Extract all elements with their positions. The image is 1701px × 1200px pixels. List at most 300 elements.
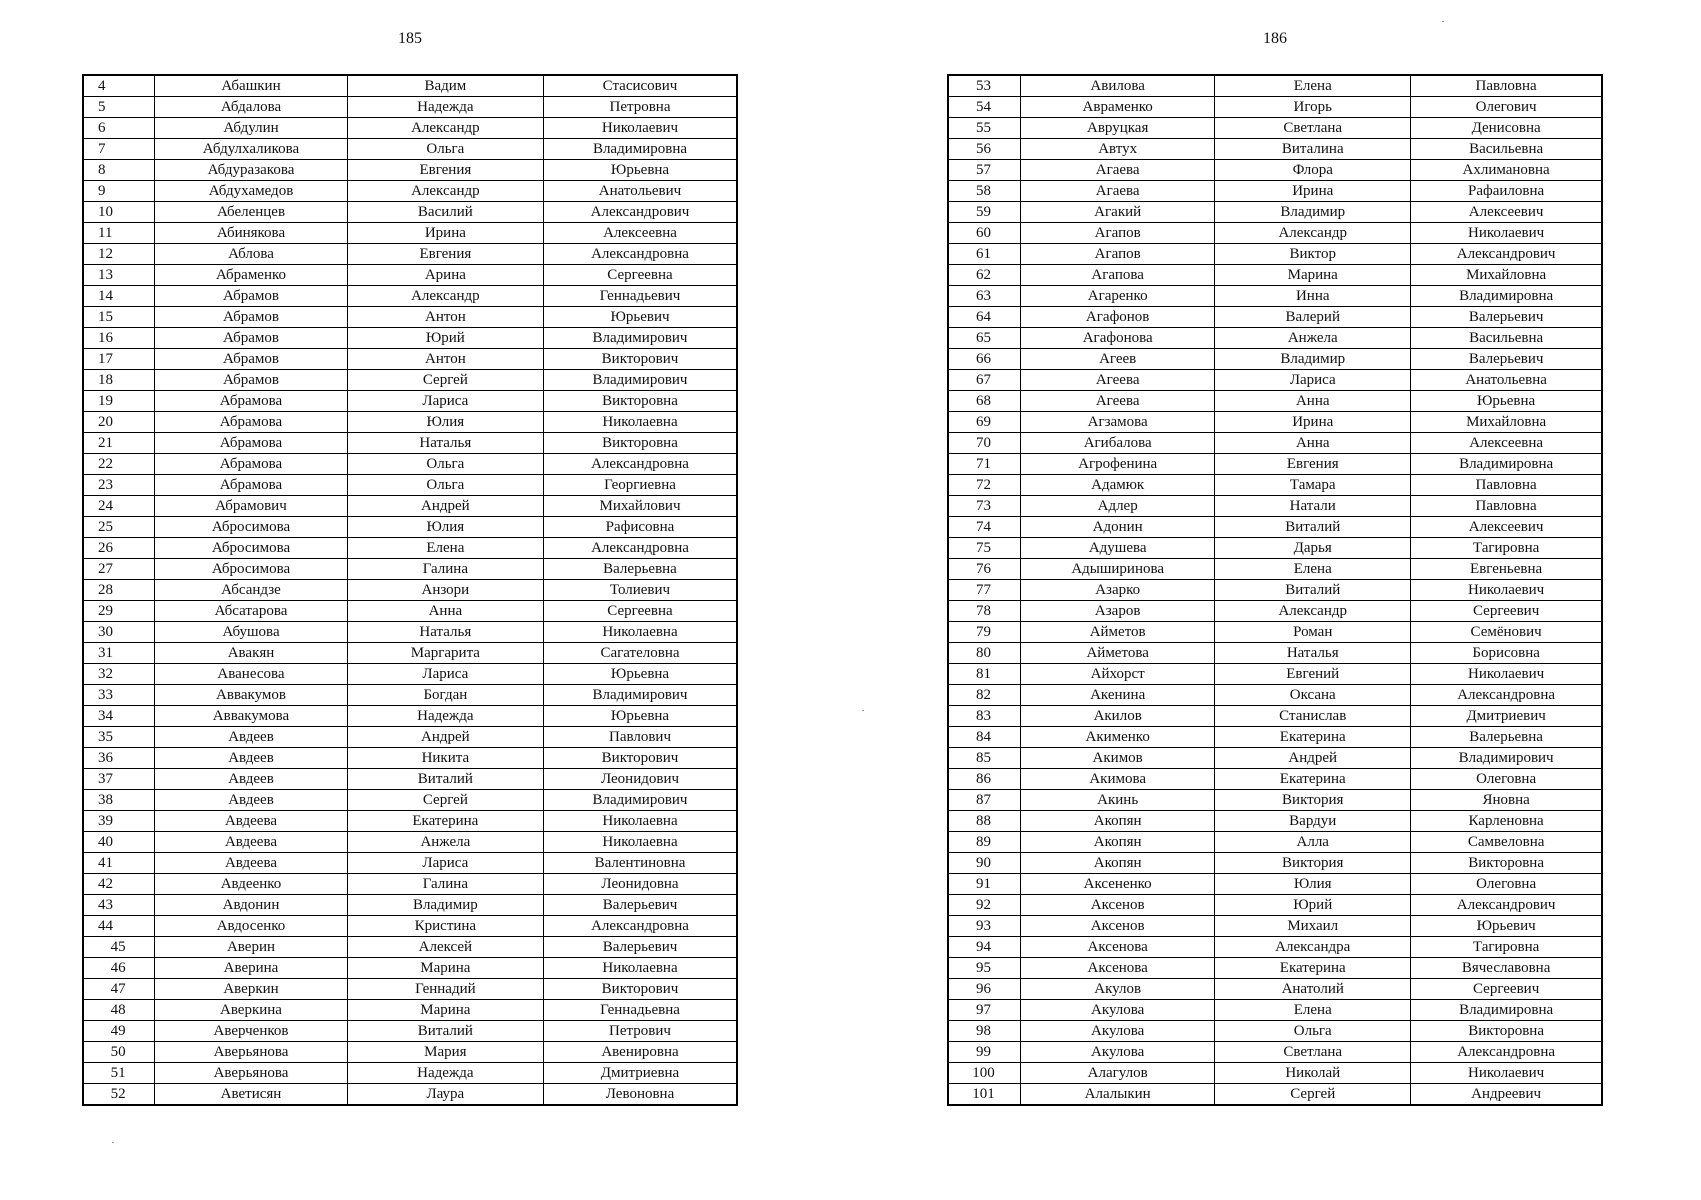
row-number-cell: 100 [948,1063,1021,1084]
last-name-cell: Авдеева [155,811,347,832]
last-name-cell: Абрамов [155,370,347,391]
table-row [948,643,1602,664]
row-number-cell: 68 [948,391,1021,412]
last-name-cell: Абросимова [155,517,347,538]
last-name-cell: Аверин [155,937,347,958]
first-name-cell: Юрий [347,328,543,349]
patronymic-cell: Георгиевна [544,475,738,496]
patronymic-cell: Олеговна [1411,874,1602,895]
last-name-cell: Агаренко [1021,286,1215,307]
table-row [83,769,737,790]
first-name-cell: Ирина [1215,181,1411,202]
row-number-cell: 34 [83,706,155,727]
table-row [83,580,737,601]
last-name-cell: Абдулин [155,118,347,139]
patronymic-cell: Борисовна [1411,643,1602,664]
first-name-cell: Виталий [1215,517,1411,538]
first-name-cell: Елена [1215,75,1411,97]
first-name-cell: Вардуи [1215,811,1411,832]
row-number-cell: 24 [83,496,155,517]
row-number-cell: 61 [948,244,1021,265]
row-number-cell: 75 [948,538,1021,559]
table-row [83,748,737,769]
patronymic-cell: Левоновна [544,1084,738,1106]
first-name-cell: Светлана [1215,118,1411,139]
row-number-cell: 12 [83,244,155,265]
first-name-cell: Оксана [1215,685,1411,706]
row-number-cell: 53 [948,75,1021,97]
first-name-cell: Александр [1215,601,1411,622]
first-name-cell: Мария [347,1042,543,1063]
table-row [948,580,1602,601]
first-name-cell: Светлана [1215,1042,1411,1063]
first-name-cell: Кристина [347,916,543,937]
table-row [83,286,737,307]
row-number-cell: 97 [948,1000,1021,1021]
patronymic-cell: Александрович [1411,895,1602,916]
row-number-cell: 64 [948,307,1021,328]
patronymic-cell: Дмитриевич [1411,706,1602,727]
first-name-cell: Антон [347,307,543,328]
last-name-cell: Абрамов [155,328,347,349]
first-name-cell: Антон [347,349,543,370]
table-row [83,118,737,139]
first-name-cell: Ольга [347,454,543,475]
last-name-cell: Авдеева [155,832,347,853]
first-name-cell: Юлия [1215,874,1411,895]
table-row [948,496,1602,517]
table-row [83,181,737,202]
first-name-cell: Екатерина [1215,727,1411,748]
first-name-cell: Екатерина [1215,958,1411,979]
table-row [83,643,737,664]
first-name-cell: Сергей [1215,1084,1411,1106]
table-row [948,349,1602,370]
row-number-cell: 98 [948,1021,1021,1042]
last-name-cell: Акинь [1021,790,1215,811]
row-number-cell: 29 [83,601,155,622]
first-name-cell: Юрий [1215,895,1411,916]
first-name-cell: Виталина [1215,139,1411,160]
table-row [948,433,1602,454]
table-row [948,475,1602,496]
first-name-cell: Анна [1215,391,1411,412]
last-name-cell: Абрамова [155,433,347,454]
patronymic-cell: Васильевна [1411,139,1602,160]
first-name-cell: Евгений [1215,664,1411,685]
row-number-cell: 38 [83,790,155,811]
last-name-cell: Аверченков [155,1021,347,1042]
patronymic-cell: Владимировна [544,139,738,160]
table-row [948,790,1602,811]
row-number-cell: 7 [83,139,155,160]
last-name-cell: Абдалова [155,97,347,118]
last-name-cell: Авдеева [155,853,347,874]
row-number-cell: 87 [948,790,1021,811]
row-number-cell: 55 [948,118,1021,139]
table-row [83,433,737,454]
table-row [948,75,1602,97]
patronymic-cell: Леонидовна [544,874,738,895]
patronymic-cell: Викторовна [1411,1021,1602,1042]
row-number-cell: 20 [83,412,155,433]
table-row [83,517,737,538]
first-name-cell: Лаура [347,1084,543,1106]
table-row [948,328,1602,349]
patronymic-cell: Валерьевна [544,559,738,580]
last-name-cell: Абрамова [155,412,347,433]
row-number-cell: 26 [83,538,155,559]
last-name-cell: Агеева [1021,370,1215,391]
table-row [948,139,1602,160]
row-number-cell: 4 [83,75,155,97]
last-name-cell: Агаева [1021,160,1215,181]
last-name-cell: Аксенова [1021,937,1215,958]
last-name-cell: Автух [1021,139,1215,160]
first-name-cell: Вадим [347,75,543,97]
first-name-cell: Наталья [347,622,543,643]
row-number-cell: 47 [83,979,155,1000]
table-row [83,475,737,496]
row-number-cell: 31 [83,643,155,664]
last-name-cell: Абросимова [155,559,347,580]
first-name-cell: Тамара [1215,475,1411,496]
patronymic-cell: Юрьевна [544,664,738,685]
patronymic-cell: Николаевич [544,118,738,139]
first-name-cell: Сергей [347,790,543,811]
patronymic-cell: Викторовна [544,433,738,454]
last-name-cell: Абсандзе [155,580,347,601]
row-number-cell: 58 [948,181,1021,202]
first-name-cell: Виктор [1215,244,1411,265]
last-name-cell: Абашкин [155,75,347,97]
last-name-cell: Абсатарова [155,601,347,622]
table-row [948,181,1602,202]
row-number-cell: 25 [83,517,155,538]
page-number: 185 [398,30,422,47]
first-name-cell: Надежда [347,1063,543,1084]
last-name-cell: Агафонова [1021,328,1215,349]
patronymic-cell: Николаевна [544,958,738,979]
table-row [83,349,737,370]
last-name-cell: Аверьянова [155,1042,347,1063]
first-name-cell: Александра [1215,937,1411,958]
table-row [83,1084,737,1106]
patronymic-cell: Сергеевич [1411,979,1602,1000]
last-name-cell: Адушева [1021,538,1215,559]
last-name-cell: Авдеев [155,727,347,748]
first-name-cell: Галина [347,874,543,895]
first-name-cell: Виктория [1215,853,1411,874]
first-name-cell: Евгения [1215,454,1411,475]
table-row [83,160,737,181]
patronymic-cell: Тагировна [1411,937,1602,958]
first-name-cell: Инна [1215,286,1411,307]
table-row [948,517,1602,538]
first-name-cell: Александр [347,181,543,202]
first-name-cell: Надежда [347,706,543,727]
row-number-cell: 16 [83,328,155,349]
patronymic-cell: Юрьевна [1411,391,1602,412]
row-number-cell: 18 [83,370,155,391]
table-row [948,559,1602,580]
patronymic-cell: Викторовна [1411,853,1602,874]
table-row [83,853,737,874]
table-row [948,1084,1602,1106]
row-number-cell: 92 [948,895,1021,916]
last-name-cell: Адлер [1021,496,1215,517]
first-name-cell: Маргарита [347,643,543,664]
last-name-cell: Айметов [1021,622,1215,643]
last-name-cell: Абинякова [155,223,347,244]
table-row [83,601,737,622]
row-number-cell: 96 [948,979,1021,1000]
patronymic-cell: Николаевич [1411,664,1602,685]
row-number-cell: 83 [948,706,1021,727]
patronymic-cell: Александровна [1411,685,1602,706]
row-number-cell: 11 [83,223,155,244]
last-name-cell: Абраменко [155,265,347,286]
last-name-cell: Авдеенко [155,874,347,895]
table-row [948,874,1602,895]
patronymic-cell: Николаевна [544,412,738,433]
row-number-cell: 22 [83,454,155,475]
patronymic-cell: Валерьевич [1411,349,1602,370]
patronymic-cell: Рафисовна [544,517,738,538]
patronymic-cell: Александровна [1411,1042,1602,1063]
patronymic-cell: Вячеславовна [1411,958,1602,979]
last-name-cell: Абушова [155,622,347,643]
last-name-cell: Агапов [1021,244,1215,265]
row-number-cell: 15 [83,307,155,328]
last-name-cell: Авдеев [155,769,347,790]
first-name-cell: Владимир [1215,349,1411,370]
patronymic-cell: Карленовна [1411,811,1602,832]
last-name-cell: Абдулхаликова [155,139,347,160]
row-number-cell: 27 [83,559,155,580]
row-number-cell: 99 [948,1042,1021,1063]
first-name-cell: Виталий [1215,580,1411,601]
table-row [948,727,1602,748]
first-name-cell: Анна [347,601,543,622]
patronymic-cell: Алексеевна [544,223,738,244]
first-name-cell: Лариса [347,391,543,412]
first-name-cell: Виктория [1215,790,1411,811]
patronymic-cell: Владимирович [1411,748,1602,769]
last-name-cell: Авдосенко [155,916,347,937]
first-name-cell: Дарья [1215,538,1411,559]
row-number-cell: 74 [948,517,1021,538]
first-name-cell: Алла [1215,832,1411,853]
first-name-cell: Сергей [347,370,543,391]
row-number-cell: 66 [948,349,1021,370]
last-name-cell: Аванесова [155,664,347,685]
last-name-cell: Акопян [1021,811,1215,832]
table-row [83,706,737,727]
patronymic-cell: Юрьевич [544,307,738,328]
row-number-cell: 89 [948,832,1021,853]
last-name-cell: Агрофенина [1021,454,1215,475]
scan-speck [862,710,864,711]
table-row [83,75,737,97]
patronymic-cell: Стасисович [544,75,738,97]
table-row [83,328,737,349]
first-name-cell: Геннадий [347,979,543,1000]
last-name-cell: Агеев [1021,349,1215,370]
row-number-cell: 33 [83,685,155,706]
patronymic-cell: Владимировна [1411,1000,1602,1021]
first-name-cell: Ирина [1215,412,1411,433]
table-row [83,958,737,979]
patronymic-cell: Авенировна [544,1042,738,1063]
first-name-cell: Лариса [347,853,543,874]
patronymic-cell: Михайловна [1411,265,1602,286]
patronymic-cell: Валерьевна [1411,727,1602,748]
last-name-cell: Агапов [1021,223,1215,244]
patronymic-cell: Алексеевич [1411,517,1602,538]
patronymic-cell: Самвеловна [1411,832,1602,853]
patronymic-cell: Александрович [1411,244,1602,265]
first-name-cell: Лариса [1215,370,1411,391]
last-name-cell: Абрамова [155,391,347,412]
first-name-cell: Александр [347,286,543,307]
table-row [948,916,1602,937]
row-number-cell: 90 [948,853,1021,874]
first-name-cell: Ольга [347,475,543,496]
last-name-cell: Азаров [1021,601,1215,622]
patronymic-cell: Ахлимановна [1411,160,1602,181]
row-number-cell: 60 [948,223,1021,244]
last-name-cell: Аверина [155,958,347,979]
row-number-cell: 59 [948,202,1021,223]
patronymic-cell: Толиевич [544,580,738,601]
table-row [948,622,1602,643]
last-name-cell: Акулова [1021,1042,1215,1063]
patronymic-cell: Андреевич [1411,1084,1602,1106]
last-name-cell: Абрамов [155,286,347,307]
last-name-cell: Алалыкин [1021,1084,1215,1106]
row-number-cell: 37 [83,769,155,790]
row-number-cell: 46 [83,958,155,979]
table-row [83,223,737,244]
patronymic-cell: Александровна [544,916,738,937]
patronymic-cell: Владимирович [544,685,738,706]
row-number-cell: 69 [948,412,1021,433]
table-row [948,244,1602,265]
patronymic-cell: Викторовна [544,391,738,412]
row-number-cell: 80 [948,643,1021,664]
first-name-cell: Ольга [1215,1021,1411,1042]
patronymic-cell: Петровна [544,97,738,118]
first-name-cell: Владимир [1215,202,1411,223]
table-row [948,958,1602,979]
row-number-cell: 45 [83,937,155,958]
last-name-cell: Акулов [1021,979,1215,1000]
patronymic-cell: Викторович [544,979,738,1000]
last-name-cell: Аксененко [1021,874,1215,895]
first-name-cell: Александр [347,118,543,139]
last-name-cell: Абрамов [155,349,347,370]
table-row [948,160,1602,181]
roster-table-right [947,74,1603,1106]
patronymic-cell: Николаевна [544,622,738,643]
last-name-cell: Абеленцев [155,202,347,223]
first-name-cell: Михаил [1215,916,1411,937]
row-number-cell: 9 [83,181,155,202]
table-row [83,391,737,412]
last-name-cell: Агапова [1021,265,1215,286]
patronymic-cell: Владимировна [1411,286,1602,307]
row-number-cell: 43 [83,895,155,916]
first-name-cell: Андрей [347,727,543,748]
table-row [83,979,737,1000]
last-name-cell: Агаева [1021,181,1215,202]
row-number-cell: 44 [83,916,155,937]
table-row [83,307,737,328]
row-number-cell: 93 [948,916,1021,937]
last-name-cell: Абрамова [155,454,347,475]
table-row [83,454,737,475]
row-number-cell: 77 [948,580,1021,601]
patronymic-cell: Валерьевич [1411,307,1602,328]
last-name-cell: Абрамович [155,496,347,517]
last-name-cell: Абрамов [155,307,347,328]
table-row [83,916,737,937]
last-name-cell: Абрамова [155,475,347,496]
patronymic-cell: Александровна [544,244,738,265]
table-row [948,370,1602,391]
patronymic-cell: Олегович [1411,97,1602,118]
last-name-cell: Аблова [155,244,347,265]
last-name-cell: Аверкин [155,979,347,1000]
table-row [948,979,1602,1000]
first-name-cell: Анатолий [1215,979,1411,1000]
row-number-cell: 95 [948,958,1021,979]
table-row [83,622,737,643]
row-number-cell: 52 [83,1084,155,1106]
last-name-cell: Айметова [1021,643,1215,664]
first-name-cell: Натали [1215,496,1411,517]
row-number-cell: 67 [948,370,1021,391]
table-row [948,97,1602,118]
last-name-cell: Агзамова [1021,412,1215,433]
row-number-cell: 76 [948,559,1021,580]
first-name-cell: Анна [1215,433,1411,454]
table-row [83,895,737,916]
last-name-cell: Акопян [1021,832,1215,853]
patronymic-cell: Михайловна [1411,412,1602,433]
table-row [948,307,1602,328]
row-number-cell: 54 [948,97,1021,118]
last-name-cell: Авруцкая [1021,118,1215,139]
table-row [948,664,1602,685]
table-row [83,664,737,685]
first-name-cell: Юлия [347,517,543,538]
patronymic-cell: Васильевна [1411,328,1602,349]
first-name-cell: Ирина [347,223,543,244]
first-name-cell: Екатерина [1215,769,1411,790]
patronymic-cell: Петрович [544,1021,738,1042]
last-name-cell: Агафонов [1021,307,1215,328]
patronymic-cell: Алексеевич [1411,202,1602,223]
first-name-cell: Виталий [347,1021,543,1042]
last-name-cell: Аввакумова [155,706,347,727]
last-name-cell: Аверкина [155,1000,347,1021]
row-number-cell: 65 [948,328,1021,349]
row-number-cell: 36 [83,748,155,769]
first-name-cell: Алексей [347,937,543,958]
row-number-cell: 50 [83,1042,155,1063]
